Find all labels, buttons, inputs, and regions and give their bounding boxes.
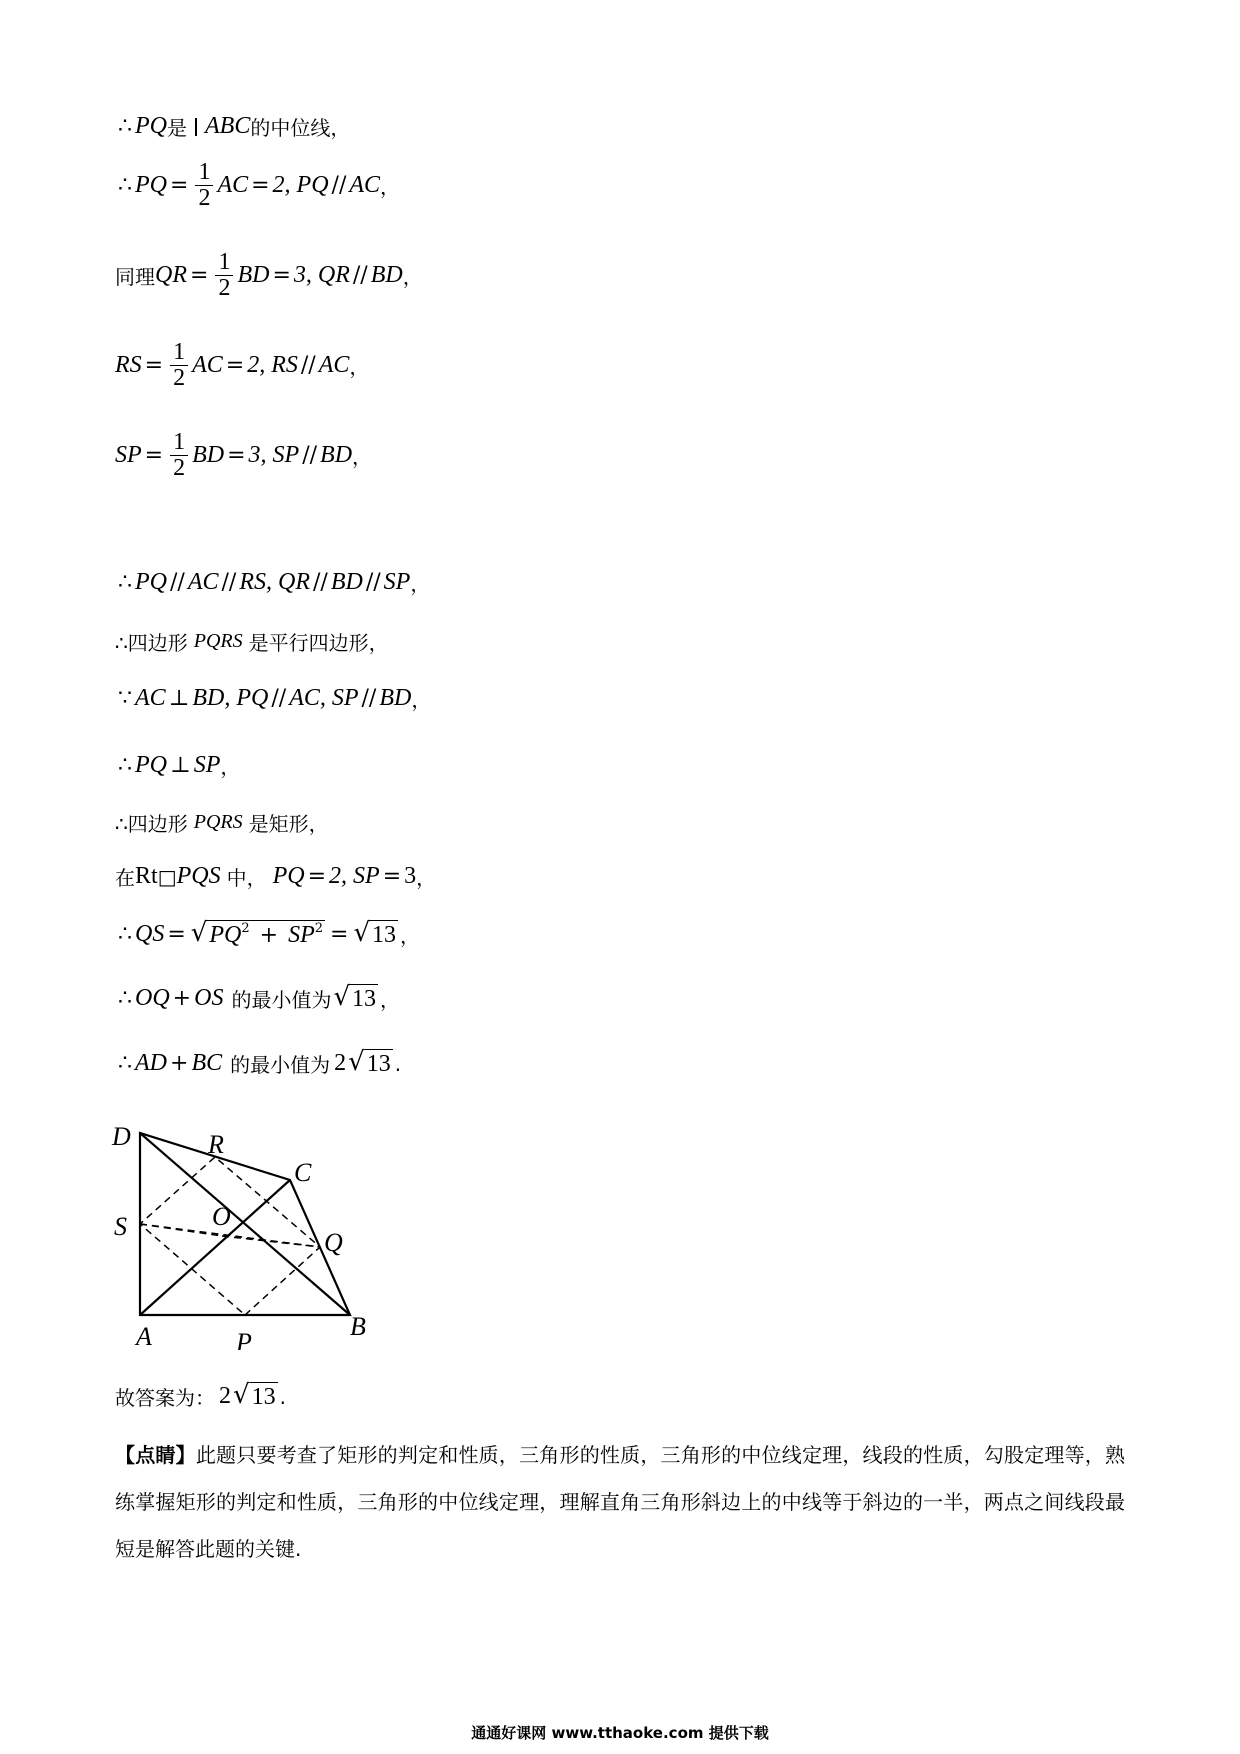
- math: OS: [194, 985, 224, 1012]
- math: AC: [187, 569, 219, 595]
- math: 2, RS: [247, 352, 298, 379]
- label-c: C: [294, 1158, 312, 1187]
- therefore-symbol: ∴: [118, 114, 132, 139]
- math: PQRS: [193, 630, 243, 652]
- math: BD: [330, 569, 363, 595]
- math: ABC: [205, 113, 251, 139]
- math: SP: [193, 752, 221, 778]
- line-5: SP = $\frac{1}{2}$ BD = 3, SP // BD ，: [115, 429, 373, 482]
- missing-glyph: □: [157, 864, 177, 889]
- label-a: A: [136, 1322, 152, 1350]
- line-8: ∵ AC ⊥ BD, PQ // AC, SP // BD ，: [118, 685, 432, 712]
- fraction: $\frac{1}{2}$: [170, 340, 188, 391]
- remark-paragraph: [115, 1432, 1125, 1573]
- line-4: RS = $\frac{1}{2}$ AC = 2, RS // AC ，: [115, 339, 370, 392]
- square-root: √ 13: [353, 918, 397, 948]
- fraction: $\frac{1}{2}$: [170, 430, 188, 481]
- math: AC, SP: [289, 685, 359, 711]
- math: QR: [155, 262, 187, 289]
- label-d: D: [112, 1122, 131, 1151]
- because-symbol: ∵: [118, 686, 132, 711]
- math: PQRS: [193, 811, 243, 833]
- square-root: √ 13: [348, 1047, 391, 1077]
- math: SP: [383, 569, 411, 595]
- square-root: √ $PQ^2 + SP^2$: [190, 918, 324, 948]
- math: AC: [135, 685, 166, 711]
- square-root: √ 13: [233, 1380, 276, 1410]
- math: AC: [349, 172, 381, 199]
- text: 是: [167, 116, 187, 140]
- math: BD: [192, 442, 225, 469]
- label-b: B: [350, 1312, 366, 1341]
- fraction: $\frac{1}{2}$: [195, 160, 213, 211]
- remark-tag: 【点睛】: [115, 1443, 196, 1467]
- math: PQ: [135, 569, 167, 595]
- text: ∴四边形: [115, 812, 188, 836]
- line-6: ∴ PQ // AC // RS, QR // BD // SP ，: [118, 569, 431, 596]
- line-2: ∴ PQ = $\frac{1}{2}$ AC = 2, PQ // AC ，: [118, 159, 401, 212]
- label-q: Q: [324, 1228, 343, 1257]
- text: 同理: [115, 265, 155, 290]
- line-1: [115, 112, 350, 141]
- math: 2, PQ: [272, 172, 329, 199]
- answer-line: 故答案为： 2 √ 13 .: [115, 1380, 286, 1411]
- math: Rt: [135, 863, 158, 889]
- math: 3, QR: [293, 262, 350, 289]
- math: 3, SP: [248, 442, 300, 469]
- math: RS, QR: [239, 569, 310, 595]
- line-7: [115, 627, 389, 656]
- math: AC: [217, 172, 249, 199]
- square-root: √ 13: [333, 982, 377, 1012]
- line-9: ∴ PQ ⊥ SP ，: [118, 752, 241, 779]
- label-o: O: [212, 1202, 231, 1231]
- math: 2, SP: [329, 863, 380, 889]
- math: BC: [191, 1050, 223, 1077]
- label-s: S: [114, 1212, 127, 1241]
- math: PQS: [176, 863, 221, 889]
- math: BD: [320, 442, 353, 469]
- line-11: 在 Rt □ PQS 中， PQ = 2, SP = 3 ，: [115, 863, 437, 890]
- math: PQ: [272, 863, 305, 889]
- fraction: $\frac{1}{2}$: [215, 250, 233, 301]
- label-p: P: [236, 1328, 252, 1350]
- math: PQ: [135, 752, 167, 778]
- geometry-figure: [100, 1115, 390, 1350]
- label-r: R: [208, 1130, 224, 1159]
- math: SP: [115, 442, 142, 469]
- text: ∴四边形: [115, 631, 188, 655]
- therefore-symbol: ∴: [118, 173, 132, 199]
- triangle-glyph-placeholder: [195, 118, 197, 136]
- math: RS: [115, 352, 142, 379]
- math: OQ: [135, 985, 170, 1012]
- math: BD: [379, 685, 412, 711]
- math: AD: [135, 1050, 167, 1077]
- line-14: ∴ AD + BC 的最小值为 2 √ 13 .: [118, 1047, 402, 1078]
- math: 3: [404, 863, 417, 889]
- math: PQ: [135, 172, 167, 199]
- line-10: [115, 808, 329, 837]
- text: 是平行四边形，: [248, 631, 389, 655]
- line-3: 同理 QR = $\frac{1}{2}$ BD = 3, QR // BD ，: [115, 249, 423, 302]
- text: 是矩形，: [248, 812, 329, 836]
- math: BD, PQ: [192, 685, 269, 711]
- remark-text: 此题只要考查了矩形的判定和性质，三角形的性质，三角形的中位线定理，线段的性质，勾股定理等，熟练掌握矩形的判定和性质，三角形的中位线定理，理解直角三角形斜边上的中线等于斜边的一半，两点之间线段最短是解答此题的关键.: [115, 1443, 1126, 1561]
- math: QS: [135, 921, 165, 948]
- math: AC: [318, 352, 350, 379]
- math: BD: [370, 262, 403, 289]
- math: BD: [237, 262, 270, 289]
- text: 的中位线，: [250, 116, 351, 140]
- line-13: ∴ OQ + OS 的最小值为 √ 13 ，: [118, 982, 401, 1013]
- line-12: ∴ QS = √ $PQ^2 + SP^2$ = √ 13 ，: [118, 918, 421, 949]
- footer-watermark: 通通好课网 www.tthaoke.com 提供下载: [471, 1724, 769, 1742]
- math: AC: [192, 352, 223, 379]
- math: PQ: [135, 113, 167, 139]
